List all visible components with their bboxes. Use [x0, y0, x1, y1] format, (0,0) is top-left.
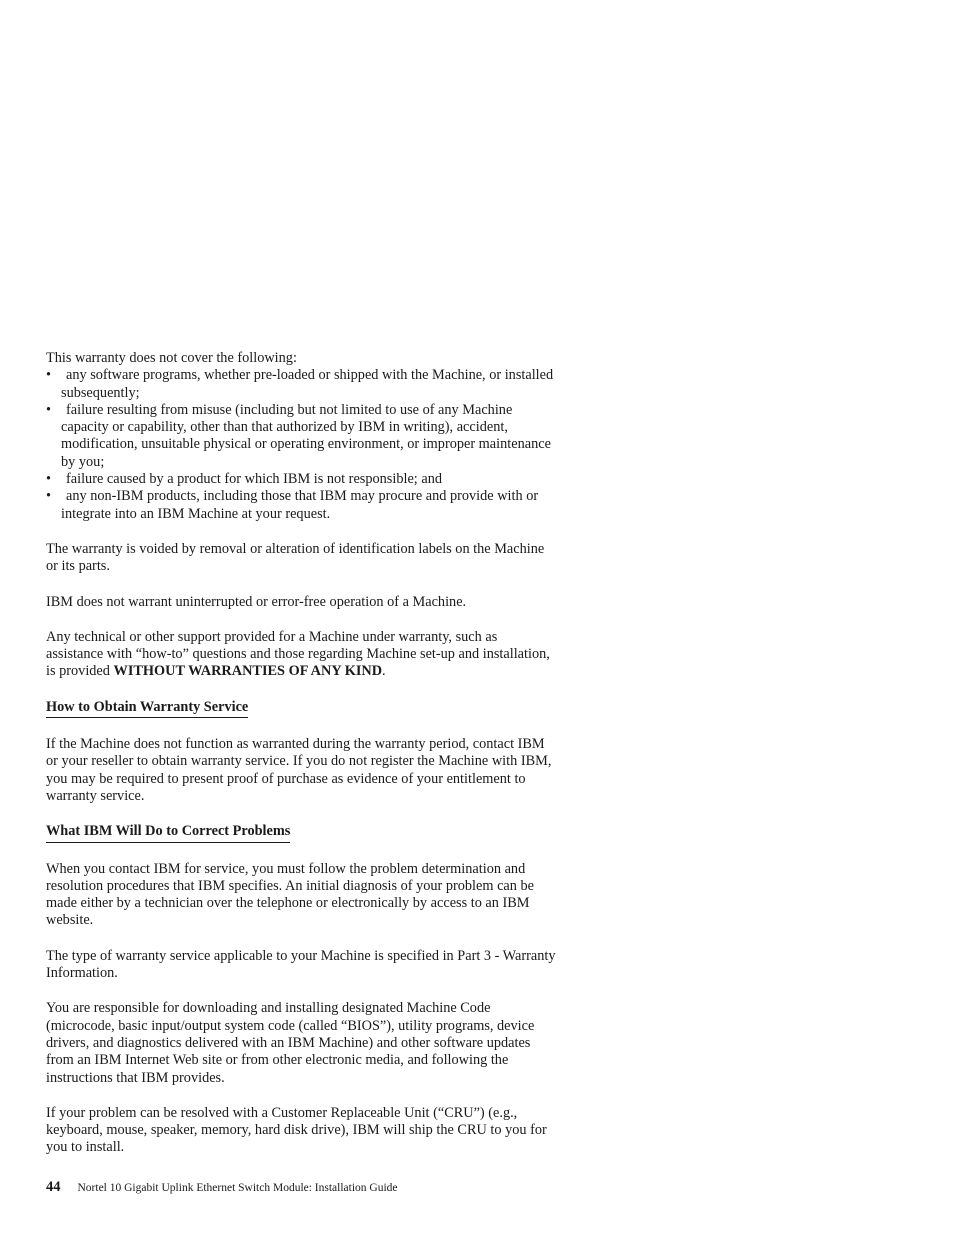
- heading-correct-text: What IBM Will Do to Correct Problems: [46, 823, 290, 842]
- paragraph-service-type: The type of warranty service applicable to your Machine is specified in Part 3 - Warranty Information.: [46, 947, 556, 982]
- paragraph-machine-code: You are responsible for downloading and installing designated Machine Code (microcode, basic input/output system code (called “BIOS”), utility programs, device drivers, and diagnostics delivered with an IBM Machine) and other software updates from an IBM Internet Web site or from other electronic media, and following the instructions that IBM provides.: [46, 1000, 535, 1086]
- document-title: Nortel 10 Gigabit Uplink Ethernet Switch Module: Installation Guide: [77, 1182, 398, 1194]
- support-disclaimer-bold: WITHOUT WARRANTIES OF ANY KIND: [113, 663, 383, 680]
- list-item: [46, 488, 556, 523]
- list-item: [46, 367, 556, 402]
- heading-obtain-text: How to Obtain Warranty Service: [46, 699, 248, 718]
- exclusions-intro: This warranty does not cover the following:: [46, 350, 297, 366]
- bullet-icon: •: [46, 367, 52, 384]
- paragraph-labels-void: The warranty is voided by removal or alteration of identification labels on the Machine or its parts.: [46, 540, 545, 575]
- paragraph-support: [46, 629, 556, 681]
- heading-correct-problems: [46, 823, 556, 842]
- heading-obtain-warranty: [46, 699, 556, 718]
- paragraph-obtain: If the Machine does not function as warranted during the warranty period, contact IBM or your reseller to obtain warranty service. If you do not register the Machine with IBM, you may be required to present proof of purchase as evidence of your entitlement to warranty service.: [46, 736, 552, 804]
- paragraph-cru: If your problem can be resolved with a Customer Replaceable Unit (“CRU”) (e.g., keyboard, mouse, speaker, memory, hard disk drive), IBM will ship the CRU to you for you to install.: [46, 1104, 547, 1156]
- page-number: 44: [46, 1179, 61, 1195]
- list-item-text: any non-IBM products, including those that IBM may procure and provide with or integrate into an IBM Machine at your request.: [61, 488, 539, 522]
- list-item-text: failure resulting from misuse (including but not limited to use of any Machine capacity or capability, other than that authorized by IBM in writing), accident, modification, unsuitable physical or operating environment, or improper maintenance by you;: [61, 401, 551, 470]
- list-item: [46, 471, 556, 488]
- list-item: [46, 402, 556, 471]
- paragraph-uninterrupted: IBM does not warrant uninterrupted or error-free operation of a Machine.: [46, 593, 467, 610]
- list-item-text: any software programs, whether pre-loaded or shipped with the Machine, or installed subsequently;: [61, 367, 554, 401]
- bullet-icon: •: [46, 471, 52, 488]
- support-text-end: .: [382, 663, 386, 680]
- exclusions-list: [46, 367, 556, 523]
- list-item-text: failure caused by a product for which IBM is not responsible; and: [66, 471, 442, 488]
- support-text: Any technical or other support provided for a Machine under warranty, such as assistance with “how-to” questions and those regarding Machine set-up and installation, is provided: [46, 628, 550, 680]
- page-footer: [46, 1179, 398, 1196]
- bullet-icon: •: [46, 401, 52, 418]
- page-content: [46, 350, 556, 1175]
- bullet-icon: •: [46, 488, 52, 505]
- paragraph-contact: When you contact IBM for service, you must follow the problem determination and resolution procedures that IBM specifies. An initial diagnosis of your problem can be made either by a technician over the telephone or electronically by access to an IBM website.: [46, 860, 534, 929]
